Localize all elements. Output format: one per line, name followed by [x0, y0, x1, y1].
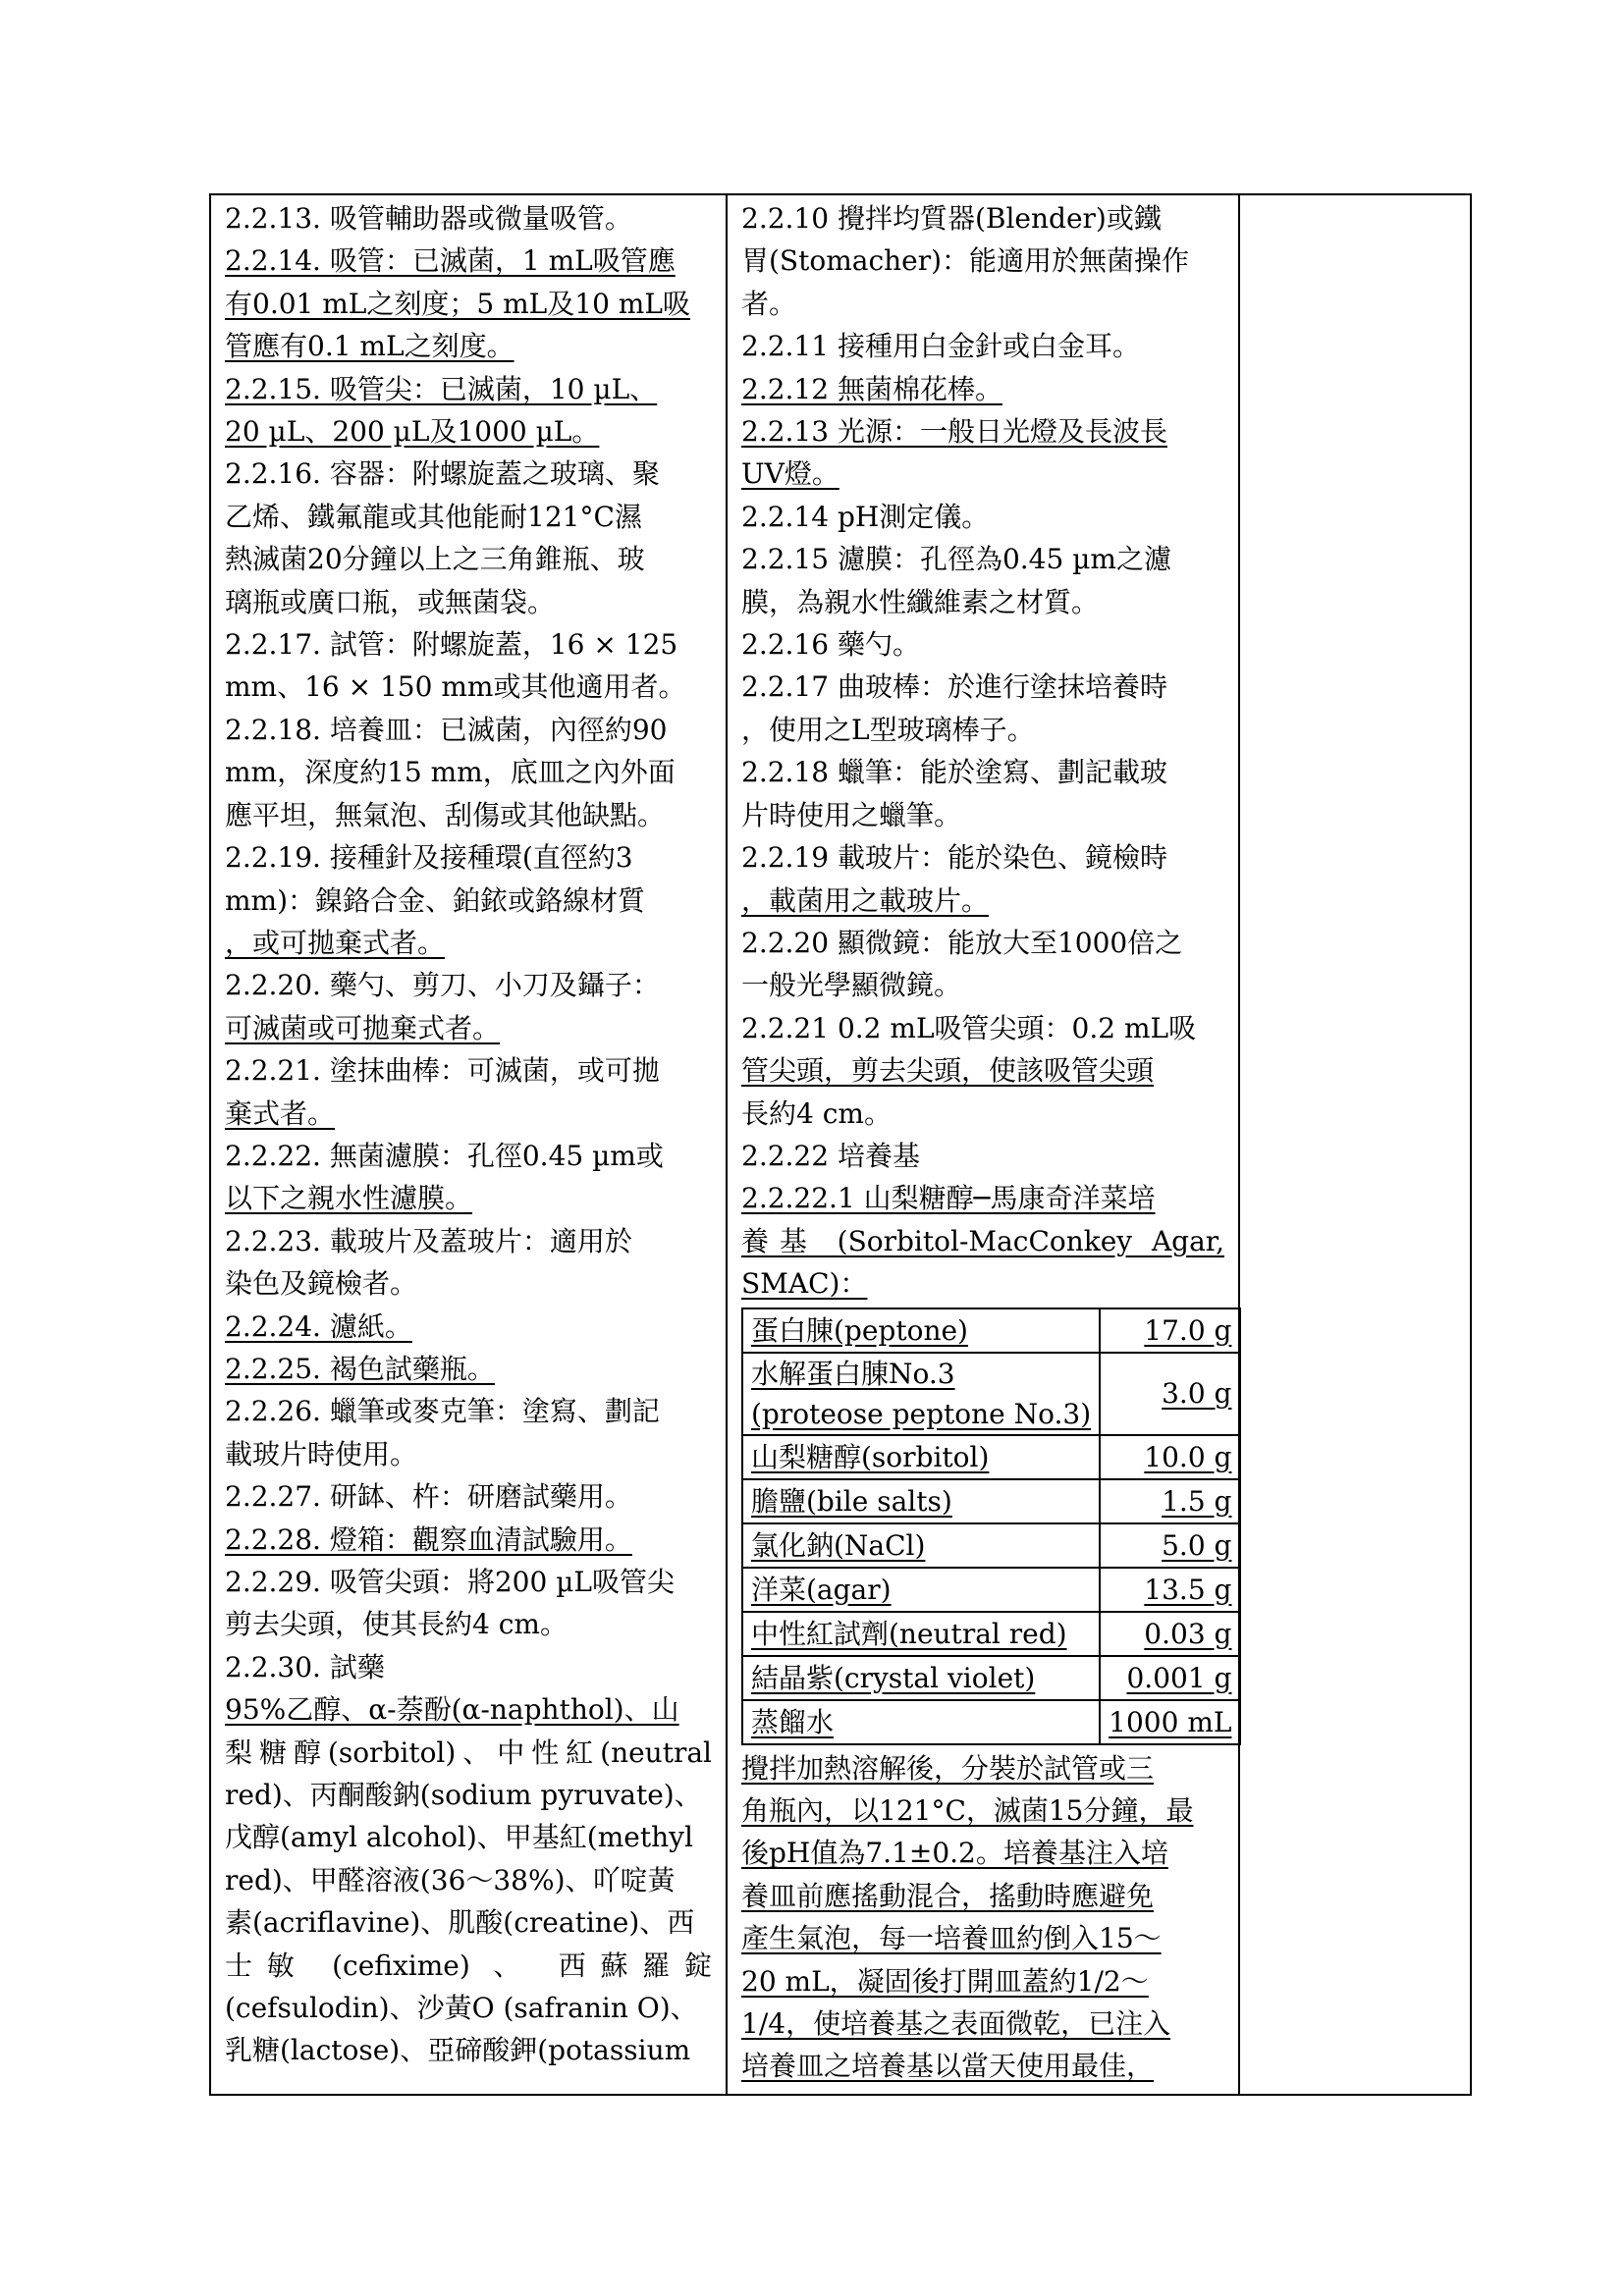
text-line: 2.2.30. 試藥 [225, 1650, 385, 1683]
ingredient-amount: 5.0 g [1100, 1523, 1240, 1568]
text-line: 2.2.23. 載玻片及蓋玻片：適用於 [225, 1224, 632, 1257]
text-line: 素(acriflavine)、肌酸(creatine)、西 [225, 1906, 695, 1940]
text-line: 剪去尖頭，使其長約4 cm。 [225, 1608, 568, 1641]
text-line: 2.2.20. 藥勺、剪刀、小刀及鑷子： [225, 969, 660, 1002]
text-line: 管應有0.1 mL之刻度。 [225, 330, 514, 363]
text-line: 2.2.16 藥勺。 [741, 628, 920, 662]
text-line: 攪拌加熱溶解後，分裝於試管或三 [741, 1751, 1155, 1785]
text-line: 2.2.21 0.2 mL吸管尖頭：0.2 mL吸 [741, 1011, 1197, 1044]
ingredient-name: 氯化鈉(NaCl) [742, 1523, 1100, 1568]
text-line: red)、丙酮酸鈉(sodium pyruvate)、 [225, 1779, 702, 1812]
text-line: 乙烯、鐵氟龍或其他能耐121°C濕 [225, 500, 642, 533]
text-line: (cefsulodin)、沙黃O (safranin O)、 [225, 1992, 698, 2025]
text-line: 2.2.12 無菌棉花棒。 [741, 372, 1002, 405]
text-line: 2.2.26. 蠟筆或麥克筆：塗寫、劃記 [225, 1395, 660, 1428]
ingredient-name [742, 1353, 1100, 1435]
text-line: 養基 (Sorbitol-MacConkey Agar, [741, 1224, 1224, 1257]
text-line: ，或可拋棄式者。 [225, 926, 446, 959]
text-line: 士敏 (cefixime) 、 西蘇羅錠 [225, 1949, 712, 1982]
text-line: 產生氣泡，每一培養皿約倒入15～ [741, 1922, 1162, 1955]
text-line: 2.2.18. 培養皿：已滅菌，內徑約90 [225, 713, 668, 746]
ingredient-row [742, 1612, 1240, 1656]
text-line: ，載菌用之載玻片。 [741, 883, 990, 917]
text-line: red)、甲醛溶液(36～38%)、吖啶黃 [225, 1863, 676, 1896]
text-line: 者。 [741, 287, 797, 320]
text-line: 染色及鏡檢者。 [225, 1267, 418, 1301]
text-line: ，使用之L型玻璃棒子。 [741, 713, 1035, 746]
text-line: 1/4，使培養基之表面微乾，已注入 [741, 2007, 1171, 2040]
middle-column-cell [727, 194, 1239, 2095]
ingredient-row [742, 1523, 1240, 1568]
text-line: 一般光學顯微鏡。 [741, 969, 962, 1002]
ingredient-row [742, 1353, 1240, 1435]
ingredient-amount: 0.001 g [1100, 1656, 1240, 1700]
text-line: 膜，為親水性纖維素之材質。 [741, 585, 1100, 618]
text-line: 2.2.10 攪拌均質器(Blender)或鐵 [741, 202, 1162, 235]
text-line: 2.2.29. 吸管尖頭：將200 µL吸管尖 [225, 1566, 675, 1598]
text-line: 20 mL，凝固後打開皿蓋約1/2～ [741, 1964, 1149, 1998]
text-line: 有0.01 mL之刻度；5 mL及10 mL吸 [225, 287, 690, 320]
text-line: 載玻片時使用。 [225, 1437, 418, 1470]
text-line: 養皿前應搖動混合，搖動時應避免 [741, 1879, 1155, 1912]
ingredient-table [741, 1308, 1241, 1745]
ingredient-name: 洋菜(agar) [742, 1568, 1100, 1612]
ingredient-amount: 0.03 g [1100, 1612, 1240, 1656]
text-line: 培養皿之培養基以當天使用最佳， [741, 2050, 1155, 2083]
ingredient-name-line: 水解蛋白腖No.3 [751, 1357, 955, 1390]
ingredient-name: 膽鹽(bile salts) [742, 1479, 1100, 1523]
text-line: 2.2.15 濾膜：孔徑為0.45 µm之濾 [741, 543, 1171, 576]
text-line: 2.2.22 培養基 [741, 1139, 920, 1172]
text-line: 乳糖(lactose)、亞碲酸鉀(potassium [225, 2034, 691, 2067]
text-line: 角瓶內，以121°C，滅菌15分鐘，最 [741, 1793, 1194, 1827]
text-line: 棄式者。 [225, 1096, 336, 1130]
text-line: 2.2.22. 無菌濾膜：孔徑0.45 µm或 [225, 1139, 664, 1172]
ingredient-name: 蛋白腖(peptone) [742, 1308, 1100, 1353]
text-line: mm，深度約15 mm，底皿之內外面 [225, 756, 676, 789]
text-line: 2.2.19. 接種針及接種環(直徑約3 [225, 841, 633, 875]
text-line: 2.2.28. 燈箱：觀察血清試驗用。 [225, 1522, 632, 1556]
ingredient-row [742, 1700, 1240, 1744]
text-line: 戊醇(amyl alcohol)、甲基紅(methyl [225, 1821, 693, 1854]
text-line: mm、16 × 150 mm或其他適用者。 [225, 670, 686, 704]
ingredient-name: 結晶紫(crystal violet) [742, 1656, 1100, 1700]
text-line: 熱滅菌20分鐘以上之三角錐瓶、玻 [225, 543, 645, 576]
text-line: 胃(Stomacher)：能適用於無菌操作 [741, 244, 1190, 278]
text-line: 2.2.27. 研缽、杵：研磨試藥用。 [225, 1480, 632, 1514]
text-line: 2.2.22.1 山梨糖醇─馬康奇洋菜培 [741, 1182, 1156, 1215]
ingredient-row [742, 1656, 1240, 1700]
ingredient-amount: 13.5 g [1100, 1568, 1240, 1612]
text-line: 梨糖醇(sorbitol)、中性紅(neutral [225, 1735, 712, 1769]
text-line: 2.2.11 接種用白金針或白金耳。 [741, 330, 1140, 363]
ingredient-amount: 10.0 g [1100, 1435, 1240, 1479]
table-row [210, 194, 1471, 2095]
text-line: 可滅菌或可拋棄式者。 [225, 1011, 501, 1044]
text-line: 璃瓶或廣口瓶，或無菌袋。 [225, 585, 556, 618]
ingredient-name-line: (proteose peptone No.3) [751, 1397, 1092, 1430]
text-line: 2.2.13. 吸管輔助器或微量吸管。 [225, 202, 632, 235]
revision-comparison-table [209, 193, 1472, 2096]
right-column-cell [1239, 194, 1471, 2095]
text-line: 後pH值為7.1±0.2。培養基注入培 [741, 1837, 1168, 1870]
text-line: 2.2.20 顯微鏡：能放大至1000倍之 [741, 926, 1183, 959]
text-line: 2.2.16. 容器：附螺旋蓋之玻璃、聚 [225, 457, 660, 491]
left-column-cell [210, 194, 727, 2095]
text-line: 2.2.18 蠟筆：能於塗寫、劃記載玻 [741, 756, 1167, 789]
ingredient-name: 山梨糖醇(sorbitol) [742, 1435, 1100, 1479]
text-line: UV燈。 [741, 457, 839, 491]
text-line: 以下之親水性濾膜。 [225, 1182, 473, 1215]
text-line: 2.2.15. 吸管尖：已滅菌，10 µL、 [225, 372, 658, 405]
text-line: 2.2.24. 濾紙。 [225, 1309, 412, 1343]
text-line: 2.2.17 曲玻棒：於進行塗抹培養時 [741, 670, 1167, 704]
ingredient-amount: 3.0 g [1100, 1353, 1240, 1435]
text-line: 2.2.19 載玻片：能於染色、鏡檢時 [741, 841, 1167, 875]
ingredient-row [742, 1435, 1240, 1479]
text-line: 95%乙醇、α-萘酚(α-naphthol)、山 [225, 1693, 679, 1727]
text-line: 片時使用之蠟筆。 [741, 798, 962, 831]
ingredient-amount: 1.5 g [1100, 1479, 1240, 1523]
ingredient-row [742, 1479, 1240, 1523]
ingredient-name: 蒸餾水 [742, 1700, 1100, 1744]
text-line: 應平坦，無氣泡、刮傷或其他缺點。 [225, 798, 666, 831]
text-line: 20 µL、200 µL及1000 µL。 [225, 415, 600, 449]
text-line: 2.2.13 光源：一般日光燈及長波長 [741, 415, 1167, 449]
text-line: 2.2.21. 塗抹曲棒：可滅菌，或可拋 [225, 1054, 660, 1088]
text-line: SMAC)： [741, 1267, 868, 1301]
text-line: 2.2.14. 吸管：已滅菌，1 mL吸管應 [225, 244, 676, 278]
ingredient-amount: 17.0 g [1100, 1308, 1240, 1353]
text-line: 長約4 cm。 [741, 1096, 892, 1130]
text-line: mm)：鎳鉻合金、鉑銥或鉻線材質 [225, 883, 646, 917]
ingredient-row [742, 1568, 1240, 1612]
text-line: 2.2.14 pH測定儀。 [741, 500, 990, 533]
ingredient-row [742, 1308, 1240, 1353]
text-line: 管尖頭，剪去尖頭，使該吸管尖頭 [741, 1054, 1155, 1088]
text-line: 2.2.17. 試管：附螺旋蓋，16 × 125 [225, 628, 678, 662]
ingredient-amount: 1000 mL [1100, 1700, 1240, 1744]
ingredient-name: 中性紅試劑(neutral red) [742, 1612, 1100, 1656]
text-line: 2.2.25. 褐色試藥瓶。 [225, 1352, 495, 1385]
